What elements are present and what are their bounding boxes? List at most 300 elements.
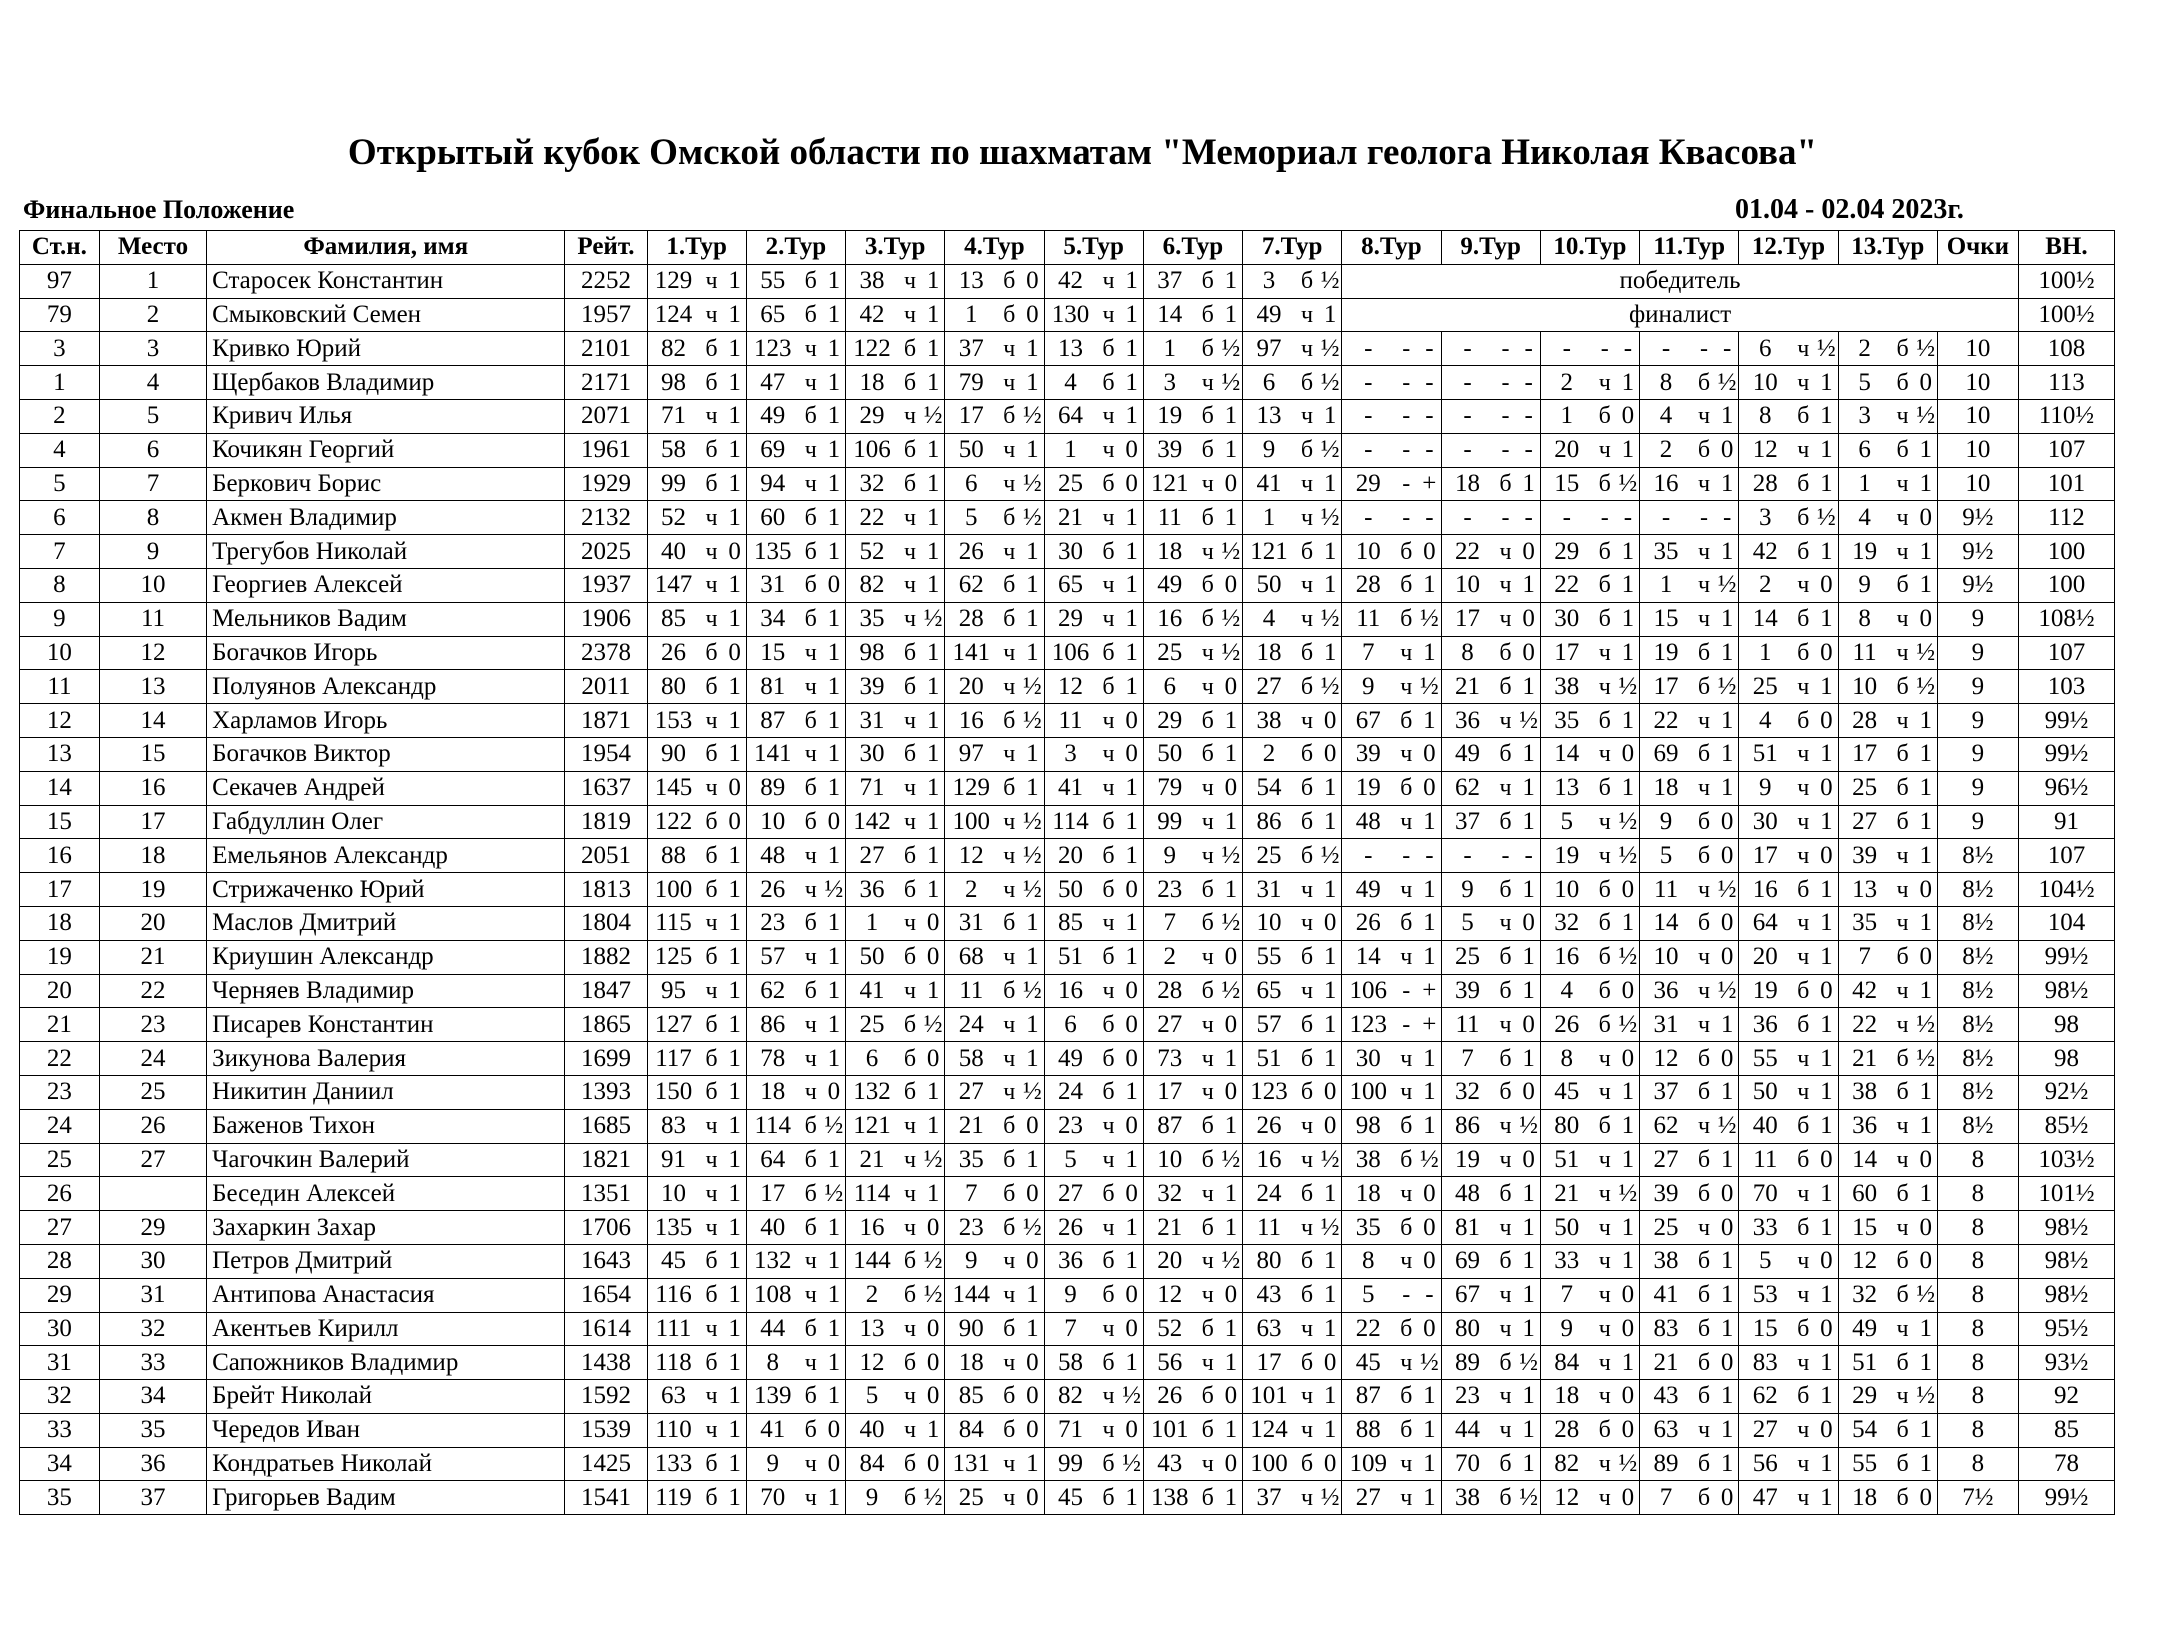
color-cell: ч — [1891, 1008, 1915, 1042]
color-cell: ч — [1891, 467, 1915, 501]
tiebreak-cell: 99½ — [2018, 1481, 2114, 1515]
result-cell: ½ — [1617, 1447, 1640, 1481]
result-cell: 1 — [823, 1008, 846, 1042]
start-number-cell: 12 — [20, 704, 100, 738]
opponent-cell: 91 — [647, 1143, 699, 1177]
opponent-cell: - — [1342, 366, 1394, 400]
opponent-cell: 67 — [1441, 1278, 1493, 1312]
color-cell: б — [1692, 1244, 1716, 1278]
rating-cell: 1425 — [565, 1447, 647, 1481]
opponent-cell: 10 — [1342, 535, 1394, 569]
result-cell: 1 — [1319, 1042, 1342, 1076]
opponent-cell: - — [1441, 366, 1493, 400]
color-cell: б — [799, 974, 823, 1008]
opponent-cell: 9 — [1441, 873, 1493, 907]
result-cell: 1 — [922, 433, 945, 467]
result-cell: 1 — [723, 1380, 746, 1414]
opponent-cell: 57 — [746, 940, 798, 974]
color-cell: ч — [1196, 805, 1220, 839]
opponent-cell: 12 — [1838, 1244, 1890, 1278]
color-cell: ч — [898, 602, 922, 636]
opponent-cell: 9 — [1838, 568, 1890, 602]
start-number-cell: 10 — [20, 636, 100, 670]
opponent-cell: 48 — [1342, 805, 1394, 839]
opponent-cell: 32 — [1441, 1075, 1493, 1109]
color-cell: б — [700, 332, 724, 366]
result-cell: - — [1418, 366, 1441, 400]
opponent-cell: 98 — [647, 366, 699, 400]
rating-cell: 1699 — [565, 1042, 647, 1076]
result-cell: 1 — [823, 298, 846, 332]
opponent-cell: 7 — [1044, 1312, 1096, 1346]
rating-cell: 2132 — [565, 501, 647, 535]
standings-subtitle: Финальное Положение — [23, 195, 295, 224]
opponent-cell: 31 — [846, 704, 898, 738]
color-cell: б — [1593, 602, 1617, 636]
opponent-cell: 12 — [1143, 1278, 1195, 1312]
result-cell: ½ — [1021, 501, 1044, 535]
opponent-cell: 97 — [945, 737, 997, 771]
rating-cell: 1937 — [565, 568, 647, 602]
color-cell: ч — [1295, 906, 1319, 940]
color-cell: б — [700, 1346, 724, 1380]
result-cell: - — [1716, 501, 1739, 535]
opponent-cell: 5 — [1838, 366, 1890, 400]
header-tiebreak: ВН. — [2018, 231, 2114, 265]
color-cell: ч — [1295, 1312, 1319, 1346]
result-cell: 0 — [1915, 501, 1938, 535]
opponent-cell: 9 — [1540, 1312, 1592, 1346]
opponent-cell: 35 — [1838, 906, 1890, 940]
color-cell: б — [1196, 873, 1220, 907]
color-cell: ч — [1295, 568, 1319, 602]
result-cell: 0 — [1915, 1143, 1938, 1177]
result-cell: 1 — [823, 670, 846, 704]
opponent-cell: 38 — [1441, 1481, 1493, 1515]
opponent-cell: 13 — [1044, 332, 1096, 366]
opponent-cell: 1 — [1838, 467, 1890, 501]
opponent-cell: 44 — [1441, 1413, 1493, 1447]
color-cell: б — [997, 501, 1021, 535]
opponent-cell: 13 — [1243, 399, 1295, 433]
result-cell: 0 — [1418, 771, 1441, 805]
tiebreak-cell: 112 — [2018, 501, 2114, 535]
color-cell: ч — [1891, 1109, 1915, 1143]
result-cell: ½ — [1617, 805, 1640, 839]
result-cell: 0 — [723, 805, 746, 839]
opponent-cell: 82 — [1540, 1447, 1592, 1481]
opponent-cell: 19 — [1838, 535, 1890, 569]
result-cell: 0 — [1120, 1177, 1143, 1211]
result-cell: ½ — [922, 1481, 945, 1515]
opponent-cell: 34 — [746, 602, 798, 636]
result-cell: 1 — [823, 1481, 846, 1515]
color-cell: б — [1692, 433, 1716, 467]
color-cell: б — [898, 737, 922, 771]
color-cell: б — [799, 1413, 823, 1447]
opponent-cell: 35 — [1540, 704, 1592, 738]
color-cell: ч — [1196, 467, 1220, 501]
color-cell: б — [1891, 366, 1915, 400]
color-cell: - — [1394, 399, 1418, 433]
result-cell: 1 — [1815, 1278, 1838, 1312]
color-cell: ч — [997, 1481, 1021, 1515]
opponent-cell: 24 — [1044, 1075, 1096, 1109]
color-cell: ч — [700, 1312, 724, 1346]
start-number-cell: 22 — [20, 1042, 100, 1076]
color-cell: ч — [1394, 1346, 1418, 1380]
color-cell: ч — [1295, 298, 1319, 332]
opponent-cell: 64 — [1739, 906, 1791, 940]
opponent-cell: 1 — [846, 906, 898, 940]
result-cell: 1 — [1517, 1278, 1540, 1312]
result-cell: 1 — [1220, 1346, 1243, 1380]
opponent-cell: 65 — [1243, 974, 1295, 1008]
result-cell: 0 — [1120, 1042, 1143, 1076]
opponent-cell: - — [1441, 332, 1493, 366]
result-cell: - — [1418, 839, 1441, 873]
result-cell: 1 — [1220, 873, 1243, 907]
color-cell: ч — [997, 1244, 1021, 1278]
color-cell: ч — [1891, 873, 1915, 907]
result-cell: ½ — [823, 873, 846, 907]
opponent-cell: 8 — [1441, 636, 1493, 670]
player-name-cell: Маслов Дмитрий — [207, 906, 565, 940]
result-cell: 1 — [1517, 771, 1540, 805]
result-cell: 1 — [1815, 1042, 1838, 1076]
opponent-cell: 33 — [1540, 1244, 1592, 1278]
color-cell: б — [1097, 467, 1121, 501]
player-name-cell: Беркович Борис — [207, 467, 565, 501]
opponent-cell: 45 — [1044, 1481, 1096, 1515]
result-cell: 1 — [1418, 873, 1441, 907]
opponent-cell: 2 — [846, 1278, 898, 1312]
opponent-cell: 15 — [1838, 1211, 1890, 1245]
result-cell: 1 — [723, 1008, 746, 1042]
color-cell: б — [1394, 568, 1418, 602]
result-cell: ½ — [1517, 1346, 1540, 1380]
table-row — [20, 670, 2115, 704]
opponent-cell: 71 — [846, 771, 898, 805]
result-cell: 0 — [1021, 1413, 1044, 1447]
table-row — [20, 906, 2115, 940]
rating-cell: 2252 — [565, 264, 647, 298]
result-cell: ½ — [922, 602, 945, 636]
result-cell: ½ — [1617, 467, 1640, 501]
tiebreak-cell: 100 — [2018, 568, 2114, 602]
table-row — [20, 399, 2115, 433]
opponent-cell: 9 — [746, 1447, 798, 1481]
start-number-cell: 3 — [20, 332, 100, 366]
start-number-cell: 2 — [20, 399, 100, 433]
color-cell: б — [898, 1447, 922, 1481]
color-cell: ч — [1097, 433, 1121, 467]
color-cell: б — [1295, 737, 1319, 771]
result-cell: 1 — [1915, 839, 1938, 873]
player-name-cell: Богачков Виктор — [207, 737, 565, 771]
color-cell: ч — [898, 1380, 922, 1414]
player-name-cell: Кривко Юрий — [207, 332, 565, 366]
player-name-cell: Криушин Александр — [207, 940, 565, 974]
opponent-cell: 19 — [1739, 974, 1791, 1008]
rating-cell: 1929 — [565, 467, 647, 501]
result-cell: ½ — [1915, 636, 1938, 670]
color-cell: б — [1494, 467, 1518, 501]
opponent-cell: 62 — [1739, 1380, 1791, 1414]
result-cell: 1 — [1617, 1109, 1640, 1143]
color-cell: ч — [799, 737, 823, 771]
opponent-cell: 12 — [1739, 433, 1791, 467]
color-cell: ч — [1593, 636, 1617, 670]
color-cell: б — [1295, 535, 1319, 569]
tiebreak-cell: 92½ — [2018, 1075, 2114, 1109]
start-number-cell: 35 — [20, 1481, 100, 1515]
opponent-cell: - — [1640, 501, 1692, 535]
opponent-cell: 40 — [1739, 1109, 1791, 1143]
color-cell: ч — [1692, 1211, 1716, 1245]
opponent-cell: 4 — [1044, 366, 1096, 400]
opponent-cell: 3 — [1243, 264, 1295, 298]
result-cell: 1 — [922, 1177, 945, 1211]
color-cell: б — [1097, 670, 1121, 704]
opponent-cell: 28 — [1143, 974, 1195, 1008]
color-cell: б — [1692, 906, 1716, 940]
color-cell: б — [1692, 1143, 1716, 1177]
color-cell: ч — [1097, 1211, 1121, 1245]
result-cell: 0 — [1517, 602, 1540, 636]
points-cell: 8 — [1937, 1244, 2018, 1278]
result-cell: 1 — [1517, 873, 1540, 907]
result-cell: 0 — [723, 771, 746, 805]
tiebreak-cell: 108½ — [2018, 602, 2114, 636]
result-cell: 0 — [1716, 805, 1739, 839]
color-cell: б — [1891, 1413, 1915, 1447]
result-cell: 0 — [1418, 1211, 1441, 1245]
points-cell: 9 — [1937, 805, 2018, 839]
rating-cell: 1539 — [565, 1413, 647, 1447]
rating-cell: 2378 — [565, 636, 647, 670]
color-cell: ч — [700, 535, 724, 569]
opponent-cell: 21 — [1143, 1211, 1195, 1245]
opponent-cell: 12 — [1540, 1481, 1592, 1515]
result-cell: 1 — [1120, 805, 1143, 839]
opponent-cell: 111 — [647, 1312, 699, 1346]
opponent-cell: 101 — [1243, 1380, 1295, 1414]
result-cell: 1 — [823, 1244, 846, 1278]
result-cell: 0 — [823, 1447, 846, 1481]
color-cell: ч — [1593, 366, 1617, 400]
start-number-cell: 79 — [20, 298, 100, 332]
color-cell: б — [997, 1177, 1021, 1211]
opponent-cell: 37 — [1441, 805, 1493, 839]
result-cell: 1 — [823, 1312, 846, 1346]
result-cell: ½ — [922, 399, 945, 433]
result-cell: 1 — [1418, 906, 1441, 940]
opponent-cell: 80 — [1243, 1244, 1295, 1278]
player-name-cell: Стрижаченко Юрий — [207, 873, 565, 907]
opponent-cell: 28 — [1838, 704, 1890, 738]
color-cell: ч — [1791, 332, 1815, 366]
color-cell: ч — [1593, 737, 1617, 771]
result-cell: 1 — [1319, 1413, 1342, 1447]
color-cell: ч — [1494, 602, 1518, 636]
result-cell: 1 — [1617, 535, 1640, 569]
opponent-cell: 62 — [945, 568, 997, 602]
color-cell: б — [1791, 1008, 1815, 1042]
opponent-cell: 25 — [1143, 636, 1195, 670]
place-cell: 27 — [99, 1143, 206, 1177]
color-cell: ч — [1593, 1278, 1617, 1312]
color-cell: ч — [1494, 1143, 1518, 1177]
opponent-cell: 28 — [1342, 568, 1394, 602]
result-cell: 1 — [1617, 1143, 1640, 1177]
opponent-cell: 65 — [1044, 568, 1096, 602]
result-cell: 1 — [1120, 568, 1143, 602]
color-cell: ч — [997, 805, 1021, 839]
opponent-cell: 51 — [1739, 737, 1791, 771]
table-row — [20, 737, 2115, 771]
color-cell: б — [700, 1278, 724, 1312]
opponent-cell: 14 — [1838, 1143, 1890, 1177]
result-cell: 1 — [1815, 1481, 1838, 1515]
result-cell: 0 — [1517, 1008, 1540, 1042]
result-cell: 1 — [1319, 1177, 1342, 1211]
start-number-cell: 13 — [20, 737, 100, 771]
table-row — [20, 332, 2115, 366]
result-cell: 1 — [1418, 1042, 1441, 1076]
result-cell: 1 — [1915, 1413, 1938, 1447]
opponent-cell: 54 — [1838, 1413, 1890, 1447]
color-cell: б — [1692, 670, 1716, 704]
points-cell: 9 — [1937, 704, 2018, 738]
result-cell: 0 — [1716, 1211, 1739, 1245]
result-cell: 1 — [1617, 1346, 1640, 1380]
result-cell: 1 — [1915, 433, 1938, 467]
opponent-cell: 6 — [1143, 670, 1195, 704]
color-cell: ч — [1593, 1177, 1617, 1211]
result-cell: 0 — [1617, 1042, 1640, 1076]
opponent-cell: 23 — [945, 1211, 997, 1245]
color-cell: б — [1494, 1481, 1518, 1515]
rating-cell: 1906 — [565, 602, 647, 636]
opponent-cell: 36 — [1044, 1244, 1096, 1278]
color-cell: ч — [1692, 602, 1716, 636]
result-cell: 0 — [1220, 1008, 1243, 1042]
result-cell: 1 — [1021, 332, 1044, 366]
rating-cell: 1813 — [565, 873, 647, 907]
opponent-cell: 18 — [945, 1346, 997, 1380]
color-cell: б — [1394, 602, 1418, 636]
opponent-cell: 7 — [1342, 636, 1394, 670]
start-number-cell: 28 — [20, 1244, 100, 1278]
opponent-cell: 141 — [746, 737, 798, 771]
result-cell: 1 — [1517, 974, 1540, 1008]
result-cell: ½ — [1716, 1109, 1739, 1143]
opponent-cell: 9 — [1739, 771, 1791, 805]
color-cell: - — [1494, 839, 1518, 873]
color-cell: ч — [1494, 1312, 1518, 1346]
place-cell: 23 — [99, 1008, 206, 1042]
result-cell: 1 — [1120, 906, 1143, 940]
opponent-cell: 53 — [1739, 1278, 1791, 1312]
points-cell: 9½ — [1937, 535, 2018, 569]
start-number-cell: 14 — [20, 771, 100, 805]
result-cell: 1 — [723, 1447, 746, 1481]
result-cell: - — [1716, 332, 1739, 366]
opponent-cell: 13 — [1540, 771, 1592, 805]
opponent-cell: 38 — [1540, 670, 1592, 704]
color-cell: ч — [1097, 1143, 1121, 1177]
color-cell: б — [700, 1244, 724, 1278]
result-cell: 1 — [1716, 1447, 1739, 1481]
result-cell: - — [1517, 839, 1540, 873]
result-cell: 1 — [1120, 399, 1143, 433]
result-cell: ½ — [1418, 602, 1441, 636]
color-cell: б — [1891, 1346, 1915, 1380]
opponent-cell: 82 — [647, 332, 699, 366]
place-cell: 14 — [99, 704, 206, 738]
result-cell: 1 — [1716, 1143, 1739, 1177]
result-cell: 1 — [1319, 399, 1342, 433]
opponent-cell: 9 — [1243, 433, 1295, 467]
result-cell: 1 — [823, 535, 846, 569]
player-name-cell: Емельянов Александр — [207, 839, 565, 873]
opponent-cell: 25 — [945, 1481, 997, 1515]
opponent-cell: 2 — [1143, 940, 1195, 974]
opponent-cell: 35 — [1342, 1211, 1394, 1245]
result-cell: 1 — [1517, 737, 1540, 771]
opponent-cell: 60 — [1838, 1177, 1890, 1211]
color-cell: б — [700, 737, 724, 771]
opponent-cell: 114 — [746, 1109, 798, 1143]
color-cell: б — [1295, 771, 1319, 805]
result-cell: 1 — [823, 1211, 846, 1245]
table-row — [20, 264, 2115, 298]
result-cell: ½ — [1220, 535, 1243, 569]
result-cell: 1 — [1220, 1042, 1243, 1076]
opponent-cell: 147 — [647, 568, 699, 602]
color-cell: ч — [799, 366, 823, 400]
color-cell: ч — [1394, 636, 1418, 670]
result-cell: ½ — [1220, 906, 1243, 940]
color-cell: ч — [1593, 1143, 1617, 1177]
opponent-cell: 56 — [1143, 1346, 1195, 1380]
color-cell: ч — [898, 771, 922, 805]
opponent-cell: 21 — [1640, 1346, 1692, 1380]
color-cell: б — [1196, 501, 1220, 535]
opponent-cell: 62 — [746, 974, 798, 1008]
start-number-cell: 18 — [20, 906, 100, 940]
opponent-cell: 124 — [1243, 1413, 1295, 1447]
result-cell: 0 — [922, 940, 945, 974]
opponent-cell: 23 — [746, 906, 798, 940]
opponent-cell: 22 — [1540, 568, 1592, 602]
place-cell: 30 — [99, 1244, 206, 1278]
result-cell: ½ — [1319, 670, 1342, 704]
opponent-cell: 49 — [1143, 568, 1195, 602]
color-cell: б — [1791, 467, 1815, 501]
color-cell: ч — [997, 366, 1021, 400]
color-cell: б — [799, 1109, 823, 1143]
color-cell: ч — [898, 1211, 922, 1245]
opponent-cell: 81 — [746, 670, 798, 704]
result-cell: ½ — [1021, 1211, 1044, 1245]
color-cell: б — [1295, 433, 1319, 467]
result-cell: 1 — [1815, 535, 1838, 569]
opponent-cell: 14 — [1342, 940, 1394, 974]
color-cell: б — [1295, 839, 1319, 873]
result-cell: 0 — [1617, 737, 1640, 771]
